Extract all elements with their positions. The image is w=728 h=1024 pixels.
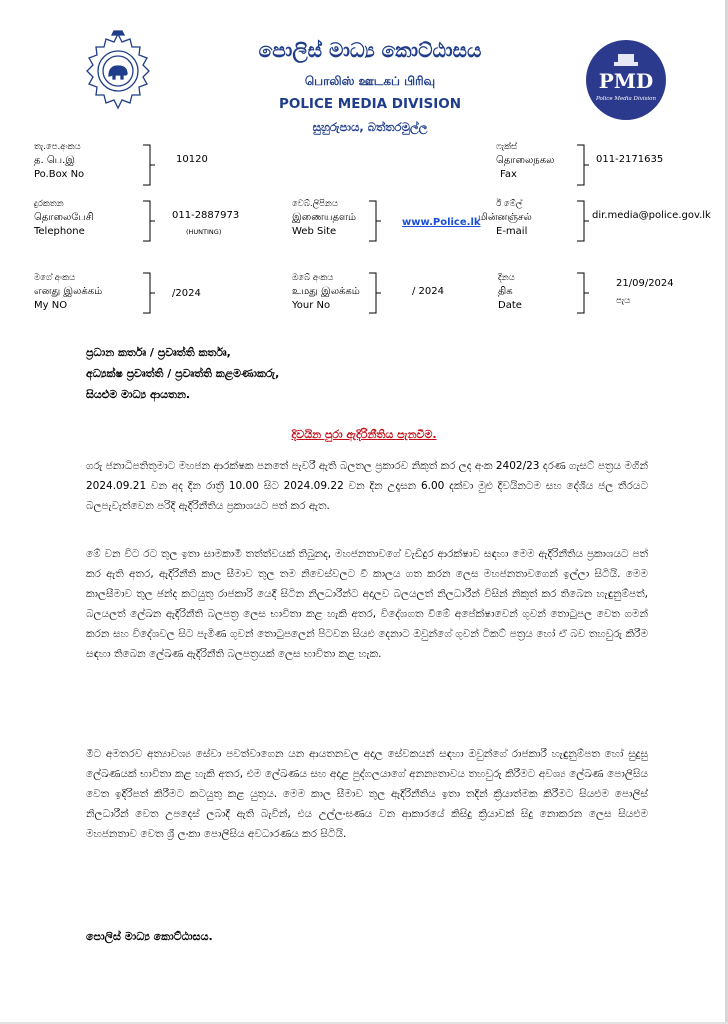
office-address: සුහුරුපාය, බත්තරමුල්ල	[312, 120, 428, 134]
fax-value: 011-2171635	[596, 154, 664, 165]
website-link[interactable]: www.Police.lk	[402, 217, 481, 228]
subject-heading: දිවයින පුරා ඇදිරිනීතිය පැනවීම.	[291, 428, 437, 441]
date-label: දිනය திக Date	[498, 273, 522, 311]
bracket	[142, 272, 156, 314]
telephone-value: 011-2887973	[172, 210, 240, 221]
paragraph: මීට අමතරව අත්‍යාවශ්‍ය සේවා පවත්වාගෙන යන ආයතනවල අදාල සේවකයන් සඳහා ඔවුන්ගේ රාජකාරී හැඳුනුම්පත හෝ සුදුසු ලේඛණයක් භාවිතා කළ හැකි අතර, එම ලේඛණය සහ අදාළ පුද්ගලයාගේ අනන්‍යතාවය තහවුරු කිරීමට අවශ්‍ය ලේඛණ පොලිසිය වෙත ඉදිරිපත් කිරීමට කටයුතු කළ යුතුය. මෙම කාල සීමාව තුල ඇදිරිනීතිය ඉතා තදින් ක්‍රියාත්මක කිරීමට සියළුම පොලිස් නිලධාරීන් වෙත උපදෙස් ලබාදී ඇති බැවින්, එය උල්ලංඝණය වන ආකාරයේ කිසිදු ක්‍රියාවක් සිදු නොකරන ලෙස සියළුම මහජනතාව වෙත ශ්‍රී ලංකා පොලිසිය අවධාරණය කර සිටියි.	[86, 748, 648, 840]
pmd-logo-text: PMD	[598, 69, 654, 93]
email-value: dir.media@police.gov.lk	[592, 210, 711, 221]
telephone-note: (HUNTING)	[186, 228, 222, 236]
recipient-line: ප්‍රධාන කර්තෘ / ප්‍රවෘත්ති කර්තෘ,	[86, 346, 231, 359]
your-no-label: ඔබේ අංකය உமது இலக்கம் Your No	[292, 273, 360, 311]
recipient-line: අධ්‍යක්ෂ ප්‍රවෘත්ති / ප්‍රවෘත්ති කළමණාකරු,	[86, 367, 280, 380]
date-after: පැය	[616, 296, 631, 306]
pmd-logo-subtext: Police Media Division	[595, 96, 657, 102]
signature: පොලිස් මාධ්‍ය කොට්ඨාසය.	[86, 930, 213, 943]
title-english: POLICE MEDIA DIVISION	[278, 96, 462, 112]
my-no-value: /2024	[172, 288, 201, 299]
bracket	[142, 144, 156, 186]
bracket	[576, 272, 590, 314]
bracket	[368, 272, 382, 314]
pmd-logo	[584, 38, 668, 122]
paragraph: ගරු ජනාධිපතිතුමාට මහජන ආරක්ෂක පනතේ පැවරී ඇති බලතල ප්‍රකාරව නිකුත් කර ලද අංක 2402/23 දරණ ගැසට් පත්‍රය මගින් 2024.09.21 වන අද දින රාත්‍රී 10.00 සිට 2024.09.22 වන දින උදෑසන 6.00 දක්වා මුළු දිවයිනටම සහ දේශීය ජල තීරයට බලපැවැත්වෙන පරිදි ඇදිරිනීතිය ප්‍රකාශයට පත් කර ඇත.	[86, 460, 648, 512]
pobox-value: 10120	[176, 154, 208, 165]
recipients	[86, 342, 279, 405]
website-label: වෙබ්.ලිපිනය இணையதளம் Web Site	[292, 199, 357, 237]
bracket	[368, 200, 382, 242]
bracket	[142, 200, 156, 242]
paragraph: මේ වන විට රට තුල ඉතා සාමකාමී තත්ත්වයක් තිබුනද, මහජනතාවගේ වැඩිදුර ආරක්ෂාව සඳහා මෙම ඇදිරිනීතිය ප්‍රකාශයට පත් කර ඇති අතර, ඇදිරිනීති කාල සීමාව තුල තම නිවෙස්වලට වී කාලය ගත කරන ලෙස මහජනතාවගෙන් ඉල්ලා සිටියි. මෙම කාලසීමාව තුල ඡන්ද කටයුතු රාජකාරි යෙදී සිටින නිලධාරීන්ට අදාලව බලයලත් නිලධාරීන් විසින් නිකුත් කර තිබෙන හැඳුනුම්පත්, බලයලත් ලේඛන ඇදිරිනීති බලපත්‍ර ලෙස භාවිතා කළ හැකි අතර, විදේශගත වීමේ අපේක්ෂාවෙන් ගුවන් තොටුපල වෙත ගමන් කරන සහ විදේශවල සිට පැමිණ ගුවන් තොටුපලෙන් පිටවන සියළු දෙනාට ඔවුන්ගේ ගුවන් ටිකට් පත්‍රය හෝ ඒ බව තහවුරු කිරීම සඳහා තිබෙන ලේඛණ ඇදිරිනීති බලපත්‍රයක් ලෙස භාවිතා කළ හැක.	[86, 548, 648, 660]
email-label: ඊ මේල් மின்னஞ்சல் E-mail	[478, 199, 532, 237]
bracket	[576, 144, 590, 186]
police-crest-logo	[78, 30, 158, 116]
your-no-value: / 2024	[412, 286, 444, 297]
bracket	[576, 200, 590, 242]
pobox-label: තැ.පෙ.අංකය த. பெ.இ Po.Box No	[34, 142, 85, 180]
my-no-label: මගේ අංකය எனது இலக்கம் My NO	[34, 273, 103, 311]
date-value: 21/09/2024	[616, 278, 674, 289]
telephone-label: දුරකතන தொலைபேசி Telephone	[34, 199, 94, 237]
title-tamil: பொலிஸ் ஊடகப் பிரிவு	[304, 74, 436, 88]
fax-label: ෆැක්ස් தொலைநகல Fax	[496, 142, 555, 180]
recipient-line: සියළුම මාධ්‍ය ආයතන.	[86, 388, 191, 401]
title-sinhala: පොලිස් මාධ්‍ය කොට්ඨාසය	[258, 38, 482, 62]
